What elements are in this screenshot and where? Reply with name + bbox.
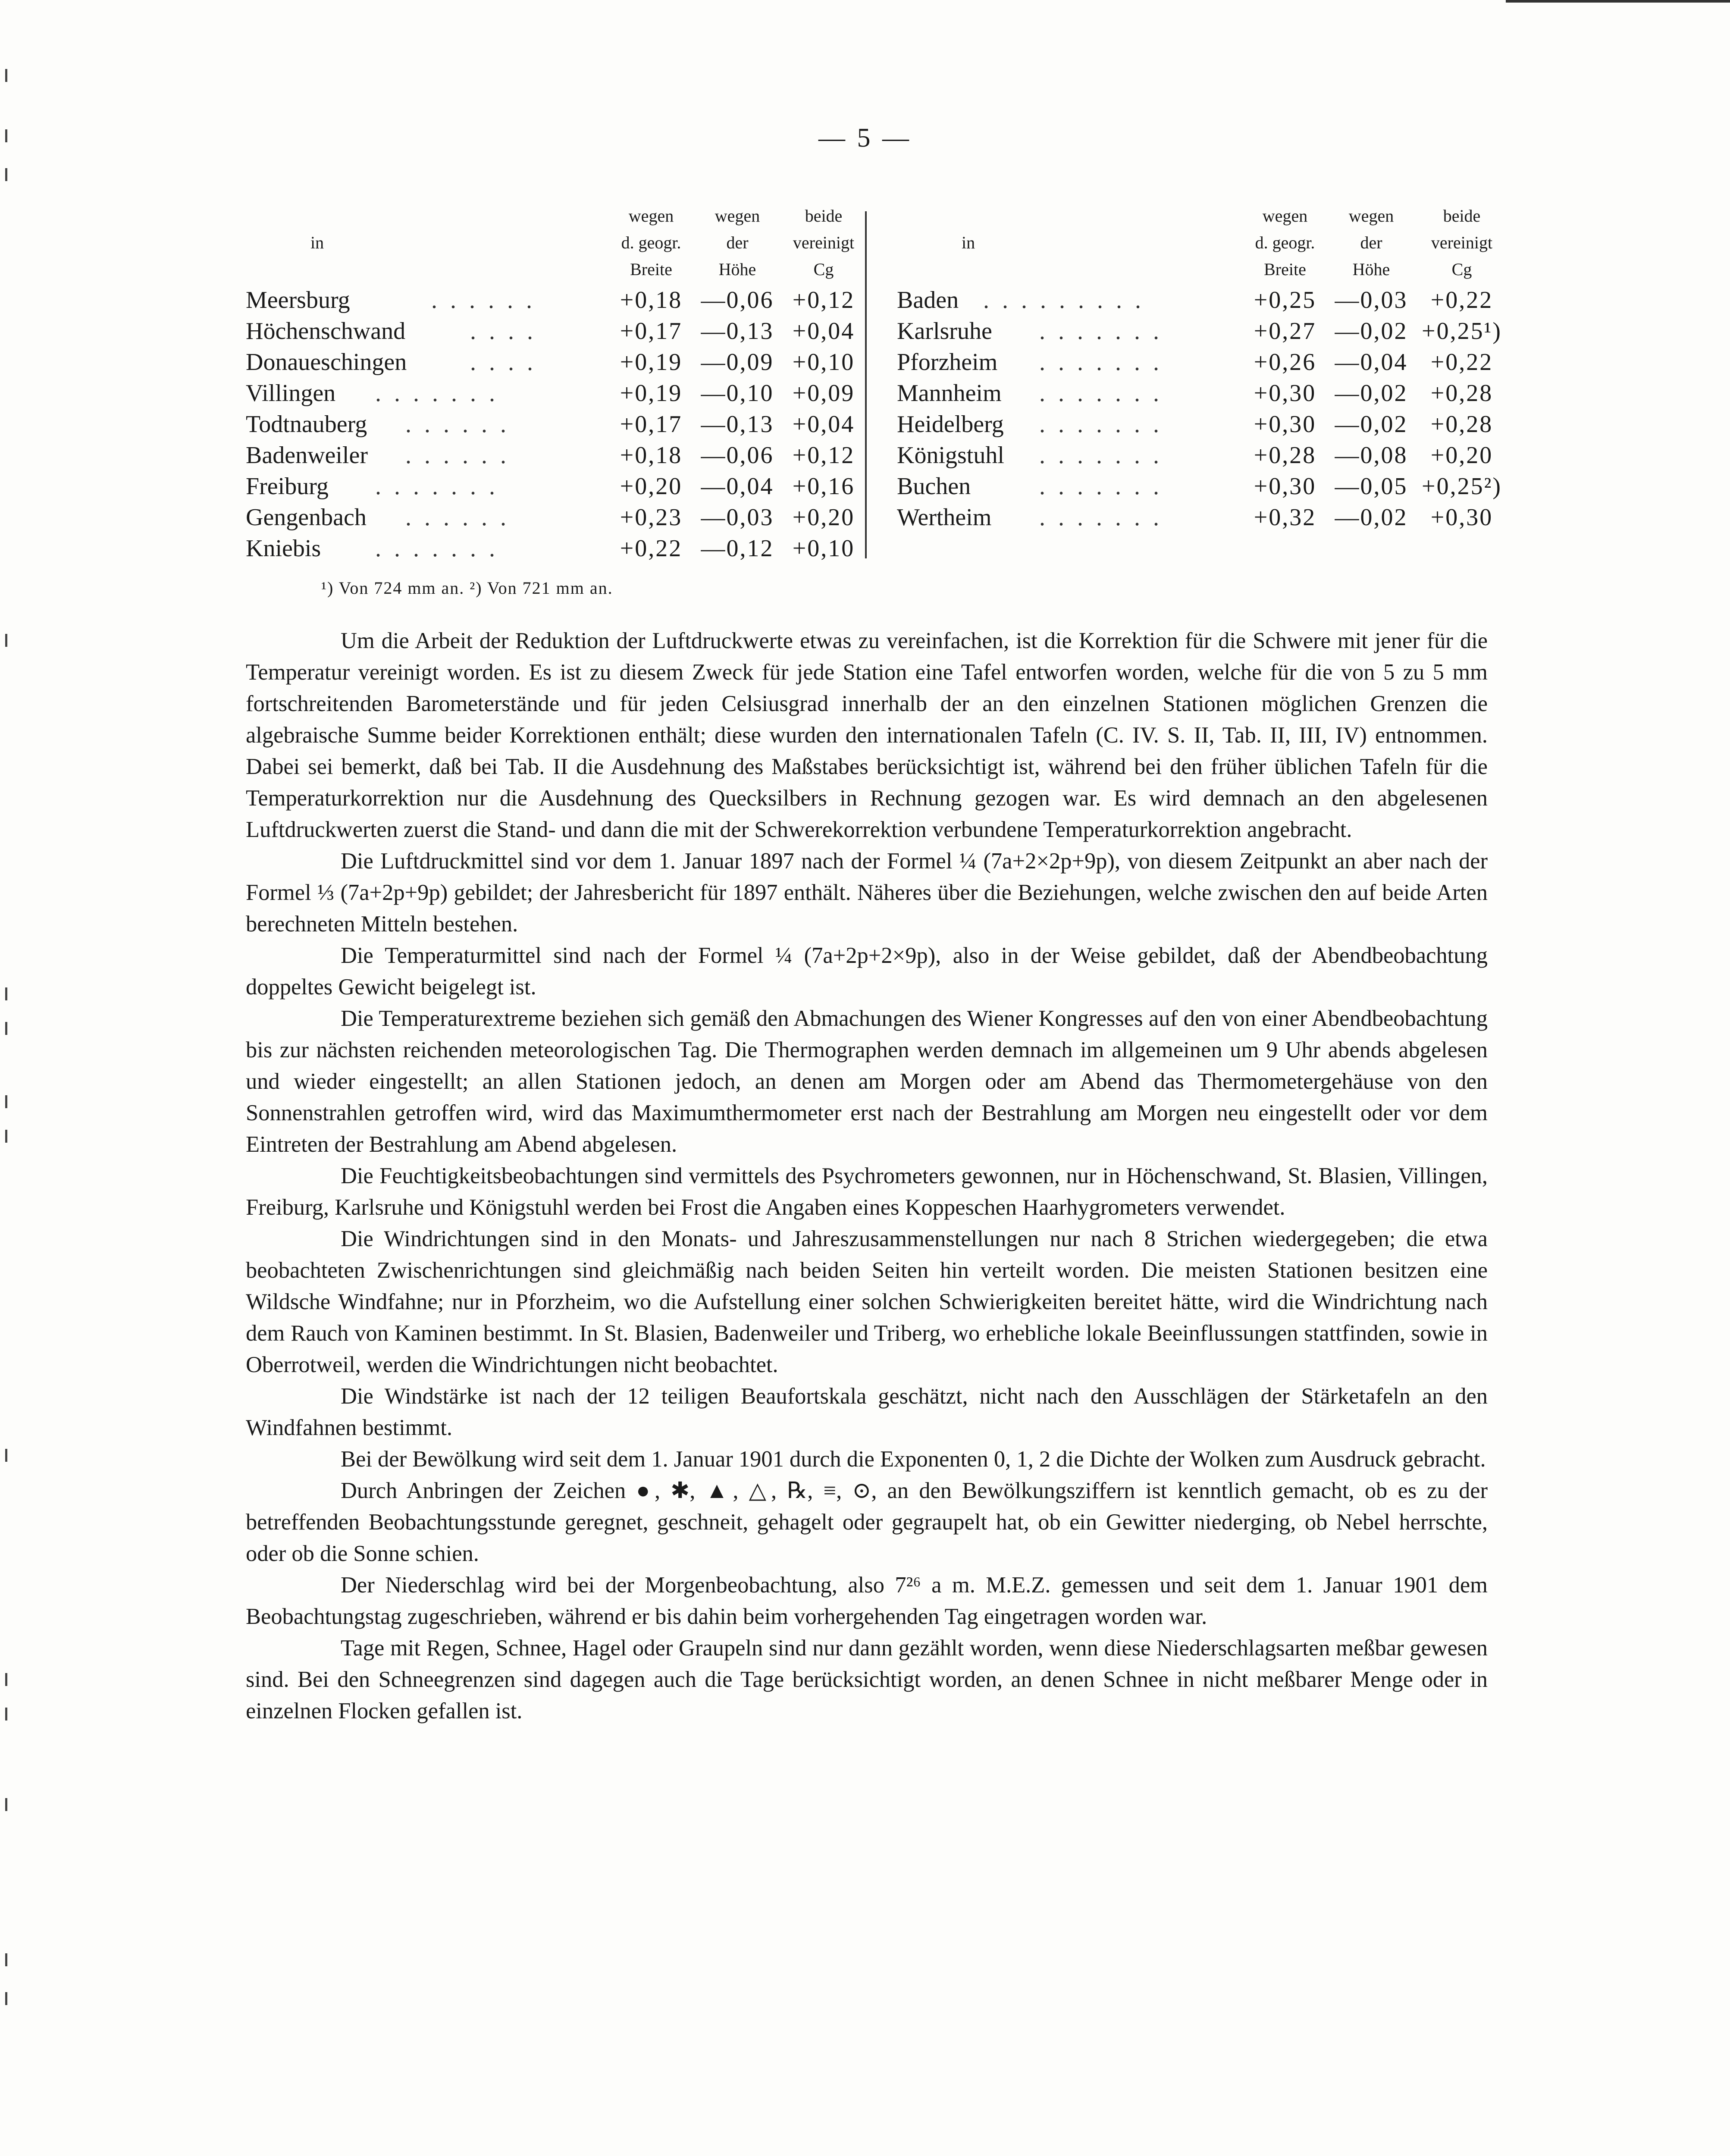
- table-row: Heidelberg . . . . . . . +0,30 —0,02 +0,28: [897, 411, 1493, 438]
- body-text: [246, 625, 1488, 1727]
- table-row: Kniebis . . . . . . . +0,22 —0,12 +0,10: [246, 535, 855, 562]
- paragraph-windstaerke: Die Windstärke ist nach der 12 teiligen Beaufortskala geschätzt, nicht nach den Ausschlägen der Stärketafeln an den Windfahnen bestimmt.: [246, 1384, 1488, 1440]
- table-row: Freiburg . . . . . . . +0,20 —0,04 +0,16: [246, 473, 855, 500]
- paragraph-windrichtungen: Die Windrichtungen sind in den Monats- und Jahreszusammenstellungen nur nach 8 Strichen wiedergegeben; die etwa beobachteten Zwischenrichtungen sind gleichmäßig nach beiden Seiten hin verteilt worden. Die meisten Stationen besitzen eine Wildsche Windfahne; nur in Pforzheim, wo die Aufstellung einer solchen Schwierigkeiten bereitet hätte, wird die Windrichtung nach dem Rauch von Kaminen bestimmt. In St. Blasien, Badenweiler und Triberg, wo erhebliche lokale Beeinflussungen stattfinden, sowie in Oberrotweil, werden die Windrichtungen nicht beobachtet.: [246, 1226, 1488, 1377]
- page-number: — 5 —: [818, 123, 912, 153]
- table-row: Buchen . . . . . . . +0,30 —0,05 +0,25²): [897, 473, 1502, 500]
- table-row: Badenweiler . . . . . . +0,18 —0,06 +0,12: [246, 442, 855, 469]
- table-row: Baden . . . . . . . . . +0,25 —0,03 +0,22: [897, 287, 1493, 313]
- table-left-half: [246, 203, 858, 564]
- paragraph-temperaturmittel: Die Temperaturmittel sind nach der Formel ¼ (7a+2p+2×9p), also in der Weise gebildet, daß der Abendbeobachtung doppeltes Gewicht beigelegt ist.: [246, 943, 1488, 1000]
- header-beide: beide vereinigt Cg: [1431, 206, 1493, 279]
- table-row: Königstuhl . . . . . . . +0,28 —0,08 +0,20: [897, 442, 1493, 469]
- table-row: Pforzheim . . . . . . . +0,26 —0,04 +0,22: [897, 349, 1493, 376]
- header-hoehe: wegen der Höhe: [1348, 206, 1394, 279]
- table-footnote: ¹) Von 724 mm an. ²) Von 721 mm an.: [321, 578, 613, 598]
- table-row: Karlsruhe . . . . . . . +0,27 —0,02 +0,25¹): [897, 318, 1502, 345]
- header-in: in: [310, 233, 324, 252]
- paragraph-tage: Tage mit Regen, Schnee, Hagel oder Graupeln sind nur dann gezählt worden, wenn diese Niederschlagsarten meßbar gewesen sind. Bei den Schneegrenzen sind dagegen auch die Tage berücksichtigt worden, an denen Schnee in nicht meßbarer Menge oder in einzelnen Flocken gefallen ist.: [246, 1636, 1488, 1724]
- table-row: Meersburg . . . . . . +0,18 —0,06 +0,12: [246, 287, 855, 313]
- scan-margin-marks: [5, 0, 18, 2156]
- table-header-right: [897, 203, 1518, 285]
- table-row: Gengenbach . . . . . . +0,23 —0,03 +0,20: [246, 504, 855, 531]
- header-breite: wegen d. geogr. Breite: [1255, 206, 1315, 279]
- paragraph-zeichen: Durch Anbringen der Zeichen ●, ✱, ▲, △, ℞, ≡, ⊙, an den Bewölkungsziffern ist kenntlich gemacht, ob es zu der betreffenden Beobachtungsstunde geregnet, geschneit, gehagelt oder gegraupelt hat, ob ein Gewitter niederging, ob Nebel herrschte, oder ob die Sonne schien.: [246, 1478, 1488, 1566]
- table-row: Villingen . . . . . . . +0,19 —0,10 +0,09: [246, 380, 855, 407]
- table-row: Höchenschwand . . . . +0,17 —0,13 +0,04: [246, 318, 855, 345]
- paragraph-niederschlag: Der Niederschlag wird bei der Morgenbeobachtung, also 7²⁶ a m. M.E.Z. gemessen und seit dem 1. Januar 1901 dem Beobachtungstag zugeschrieben, während er bis dahin beim vorhergehenden Tag eingetragen worden war.: [246, 1573, 1488, 1629]
- paragraph-luftdruckmittel: Die Luftdruckmittel sind vor dem 1. Januar 1897 nach der Formel ¼ (7a+2×2p+9p), von diesem Zeitpunkt an aber nach der Formel ⅓ (7a+2p+9p) gebildet; der Jahresbericht für 1897 enthält. Näheres über die Beziehungen, welche zwischen den auf beide Arten berechneten Mitteln bestehen.: [246, 849, 1488, 937]
- paragraph-reduktion: Um die Arbeit der Reduktion der Luftdruckwerte etwas zu vereinfachen, ist die Korrektion für die Schwere mit jener für die Temperatur vereinigt worden. Es ist zu diesem Zweck für jede Station eine Tafel entworfen worden, welche für die von 5 zu 5 mm fortschreitenden Barometerstände und für jeden Celsiusgrad innerhalb der an den einzelnen Stationen möglichen Grenzen die algebraische Summe beider Korrektionen enthält; diese wurden den internationalen Tafeln (C. IV. S. II, Tab. II, III, IV) entnommen. Dabei sei bemerkt, daß bei Tab. II die Ausdehnung des Maßstabes berücksichtigt ist, während bei den früher üblichen Tafeln für die Temperaturkorrektion nur die Ausdehnung des Quecksilbers in Rechnung gezogen war. Es wird demnach an den abgelesenen Luftdruckwerten zuerst die Stand- und dann die mit der Schwerekorrektion verbundene Temperaturkorrektion angebracht.: [246, 628, 1488, 842]
- header-hoehe: wegen der Höhe: [715, 206, 760, 279]
- table-header-left: [246, 203, 858, 285]
- paragraph-feuchtigkeit: Die Feuchtigkeitsbeobachtungen sind vermittels des Psychrometers gewonnen, nur in Höchenschwand, St. Blasien, Villingen, Freiburg, Karlsruhe und Königstuhl werden bei Frost die Angaben eines Koppeschen Haarhygrometers verwendet.: [246, 1163, 1488, 1220]
- table-right-half: [897, 203, 1518, 533]
- paragraph-bewoelkung: Bei der Bewölkung wird seit dem 1. Januar 1901 durch die Exponenten 0, 1, 2 die Dichte der Wolken zum Ausdruck gebracht.: [341, 1447, 1486, 1472]
- correction-table: [246, 203, 1502, 634]
- table-row: Donaueschingen . . . . +0,19 —0,09 +0,10: [246, 349, 855, 376]
- paragraph-temperaturextreme: Die Temperaturextreme beziehen sich gemäß den Abmachungen des Wiener Kongresses auf den von einer Abendbeobachtung bis zur nächsten reichenden meteorologischen Tag. Die Thermographen werden demnach im allgemeinen um 9 Uhr abends abgelesen und wieder eingestellt; an allen Stationen jedoch, an denen am Morgen oder am Abend das Thermometergehäuse von den Sonnenstrahlen getroffen wird, wird das Maximumthermometer erst nach der Bestrahlung am Morgen neu eingestellt oder vor dem Eintreten der Bestrahlung am Abend abgelesen.: [246, 1006, 1488, 1157]
- table-row: Mannheim . . . . . . . +0,30 —0,02 +0,28: [897, 380, 1493, 407]
- header-in: in: [962, 233, 975, 252]
- top-edge-rule: [1506, 0, 1730, 3]
- header-breite: wegen d. geogr. Breite: [621, 206, 681, 279]
- table-row: Todtnauberg . . . . . . +0,17 —0,13 +0,04: [246, 411, 855, 438]
- header-beide: beide vereinigt Cg: [793, 206, 855, 279]
- table-row: Wertheim . . . . . . . +0,32 —0,02 +0,30: [897, 504, 1493, 531]
